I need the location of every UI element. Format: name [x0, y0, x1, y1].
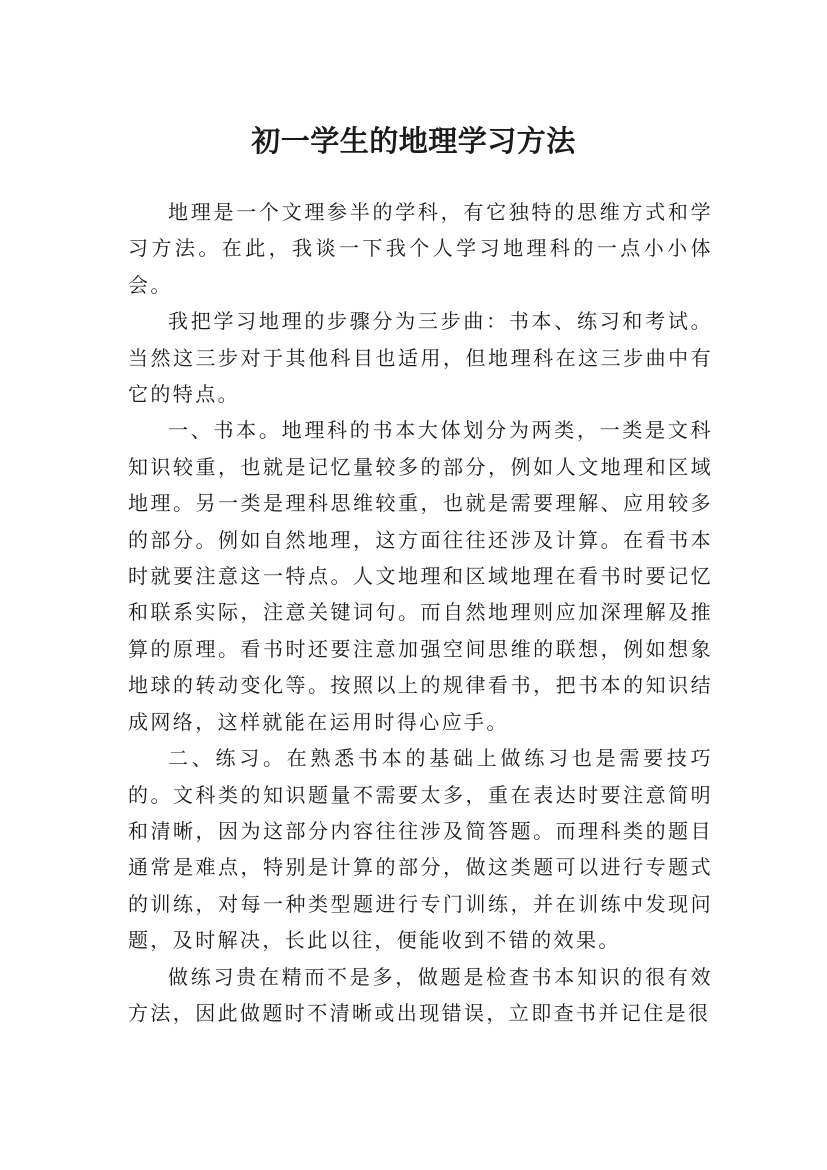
- paragraph-practice-quality: 做练习贵在精而不是多，做题是检查书本知识的很有效方法，因此做题时不清晰或出现错误，立即查书并记住是很: [128, 964, 713, 1025]
- paragraph-practice: 二、练习。在熟悉书本的基础上做练习也是需要技巧的。文科类的知识题量不需要太多，重在表达时要注意简明和清晰，因为这部分内容往往涉及简答题。而理科类的题目通常是难点，特别是计算的部分，做这类题可以进行专题式的训练，对每一种类型题进行专门训练，并在训练中发现问题，及时解决，长此以往，便能收到不错的效果。: [128, 746, 713, 953]
- paragraph-books: 一、书本。地理科的书本大体划分为两类，一类是文科知识较重，也就是记忆量较多的部分，例如人文地理和区域地理。另一类是理科思维较重，也就是需要理解、应用较多的部分。例如自然地理，这方面往往还涉及计算。在看书本时就要注意这一特点。人文地理和区域地理在看书时要记忆和联系实际，注意关键词句。而自然地理则应加深理解及推算的原理。看书时还要注意加强空间思维的联想，例如想象地球的转动变化等。按照以上的规律看书，把书本的知识结成网络，这样就能在运用时得心应手。: [128, 418, 713, 734]
- document-body: [128, 194, 713, 1031]
- document-title: 初一学生的地理学习方法: [251, 124, 576, 159]
- paragraph-three-steps: 我把学习地理的步骤分为三步曲：书本、练习和考试。当然这三步对于其他科目也适用，但地理科在这三步曲中有它的特点。: [128, 309, 713, 407]
- paragraph-intro: 地理是一个文理参半的学科，有它独特的思维方式和学习方法。在此，我谈一下我个人学习地理科的一点小小体会。: [128, 200, 713, 297]
